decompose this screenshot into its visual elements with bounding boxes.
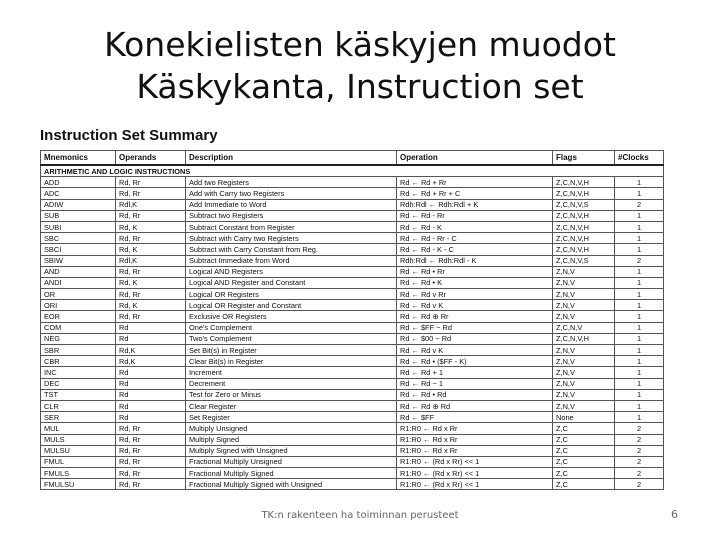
clocks-cell: 1	[615, 378, 664, 389]
description-cell: Subtract Constant from Register	[186, 221, 397, 232]
table-row	[41, 199, 664, 210]
section-row	[41, 165, 664, 177]
flags-cell: Z,C	[553, 456, 615, 467]
operands-cell: Rd	[116, 389, 186, 400]
section-title: ARITHMETIC AND LOGIC INSTRUCTIONS	[41, 165, 664, 177]
flags-cell: Z,N,V	[553, 389, 615, 400]
flags-cell: Z,N,V	[553, 367, 615, 378]
table-row	[41, 333, 664, 344]
operands-cell: Rd, K	[116, 300, 186, 311]
operands-cell: Rd, Rr	[116, 445, 186, 456]
clocks-cell: 2	[615, 434, 664, 445]
description-cell: Fractional Multiply Signed with Unsigned	[186, 479, 397, 490]
description-cell: Logical OR Register and Constant	[186, 300, 397, 311]
description-cell: Subtract Immediate from Word	[186, 255, 397, 266]
table-row	[41, 311, 664, 322]
operation-cell: Rd ← Rd + Rr + C	[397, 188, 553, 199]
table-row	[41, 378, 664, 389]
operands-cell: Rd, Rr	[116, 188, 186, 199]
mnemonic-cell: EOR	[41, 311, 116, 322]
description-cell: Multiply Signed	[186, 434, 397, 445]
slide-title	[0, 24, 720, 108]
table-row	[41, 255, 664, 266]
operands-cell: Rd	[116, 378, 186, 389]
mnemonic-cell: FMULS	[41, 468, 116, 479]
table-row	[41, 445, 664, 456]
flags-cell: Z,N,V	[553, 345, 615, 356]
mnemonic-cell: SER	[41, 412, 116, 423]
operands-cell: Rd, Rr	[116, 456, 186, 467]
operands-cell: Rd, K	[116, 244, 186, 255]
operands-cell: Rd, Rr	[116, 233, 186, 244]
description-cell: Add two Registers	[186, 177, 397, 188]
flags-cell: Z,C	[553, 479, 615, 490]
clocks-cell: 1	[615, 322, 664, 333]
flags-cell: None	[553, 412, 615, 423]
operation-cell: Rd ← Rd + Rr	[397, 177, 553, 188]
clocks-cell: 1	[615, 244, 664, 255]
table-row	[41, 389, 664, 400]
operation-cell: Rd ← Rd − 1	[397, 378, 553, 389]
clocks-cell: 1	[615, 266, 664, 277]
clocks-cell: 2	[615, 456, 664, 467]
mnemonic-cell: ADC	[41, 188, 116, 199]
table-row	[41, 277, 664, 288]
clocks-cell: 1	[615, 289, 664, 300]
description-cell: Clear Register	[186, 400, 397, 411]
flags-cell: Z,C	[553, 434, 615, 445]
clocks-cell: 1	[615, 356, 664, 367]
description-cell: Set Register	[186, 412, 397, 423]
operands-cell: Rd	[116, 322, 186, 333]
flags-cell: Z,C,N,V,H	[553, 210, 615, 221]
table-row	[41, 456, 664, 467]
table-row	[41, 289, 664, 300]
operands-cell: Rd, Rr	[116, 210, 186, 221]
flags-cell: Z,C,N,V,H	[553, 233, 615, 244]
table-row	[41, 356, 664, 367]
description-cell: Logical OR Registers	[186, 289, 397, 300]
clocks-cell: 1	[615, 412, 664, 423]
operands-cell: Rd, Rr	[116, 177, 186, 188]
flags-cell: Z,N,V	[553, 277, 615, 288]
clocks-cell: 1	[615, 221, 664, 232]
operation-cell: Rd ← Rd v Rr	[397, 289, 553, 300]
clocks-cell: 1	[615, 367, 664, 378]
flags-cell: Z,N,V	[553, 266, 615, 277]
operands-cell: Rd, Rr	[116, 479, 186, 490]
mnemonic-cell: MULSU	[41, 445, 116, 456]
description-cell: Logical AND Registers	[186, 266, 397, 277]
column-header: #Clocks	[615, 151, 664, 166]
operation-cell: R1:R0 ← Rd x Rr	[397, 434, 553, 445]
operands-cell: Rd, Rr	[116, 311, 186, 322]
clocks-cell: 1	[615, 300, 664, 311]
description-cell: Two's Complement	[186, 333, 397, 344]
flags-cell: Z,N,V	[553, 356, 615, 367]
description-cell: Test for Zero or Minus	[186, 389, 397, 400]
operation-cell: Rd ← Rd - K - C	[397, 244, 553, 255]
clocks-cell: 2	[615, 468, 664, 479]
operation-cell: Rdh:Rdl ← Rdh:Rdl - K	[397, 255, 553, 266]
table-row	[41, 322, 664, 333]
clocks-cell: 1	[615, 311, 664, 322]
clocks-cell: 1	[615, 277, 664, 288]
operands-cell: Rd, K	[116, 277, 186, 288]
operation-cell: R1:R0 ← (Rd x Rr) << 1	[397, 479, 553, 490]
column-header: Flags	[553, 151, 615, 166]
operands-cell: Rd, Rr	[116, 289, 186, 300]
table-row	[41, 300, 664, 311]
flags-cell: Z,C,N,V,H	[553, 244, 615, 255]
description-cell: Increment	[186, 367, 397, 378]
mnemonic-cell: MUL	[41, 423, 116, 434]
operands-cell: Rd, Rr	[116, 434, 186, 445]
operands-cell: Rd,K	[116, 345, 186, 356]
clocks-cell: 1	[615, 333, 664, 344]
clocks-cell: 1	[615, 345, 664, 356]
description-cell: Multiply Unsigned	[186, 423, 397, 434]
flags-cell: Z,C	[553, 445, 615, 456]
flags-cell: Z,C,N,V,H	[553, 333, 615, 344]
description-cell: Fractional Multiply Unsigned	[186, 456, 397, 467]
clocks-cell: 1	[615, 400, 664, 411]
column-header: Description	[186, 151, 397, 166]
mnemonic-cell: NEG	[41, 333, 116, 344]
flags-cell: Z,C,N,V,H	[553, 177, 615, 188]
operands-cell: Rd,K	[116, 356, 186, 367]
operation-cell: Rd ← Rd ⊕ Rr	[397, 311, 553, 322]
table-row	[41, 266, 664, 277]
operands-cell: Rd	[116, 367, 186, 378]
table-row	[41, 367, 664, 378]
table-row	[41, 210, 664, 221]
table-heading: Instruction Set Summary	[40, 127, 218, 144]
flags-cell: Z,C	[553, 468, 615, 479]
table-row	[41, 345, 664, 356]
mnemonic-cell: SUBI	[41, 221, 116, 232]
description-cell: Subtract with Carry Constant from Reg.	[186, 244, 397, 255]
operands-cell: Rd, Rr	[116, 266, 186, 277]
mnemonic-cell: AND	[41, 266, 116, 277]
flags-cell: Z,C,N,V	[553, 322, 615, 333]
operands-cell: Rd	[116, 412, 186, 423]
flags-cell: Z,C,N,V,S	[553, 199, 615, 210]
flags-cell: Z,N,V	[553, 300, 615, 311]
operation-cell: Rd ← $00 − Rd	[397, 333, 553, 344]
description-cell: Logical AND Register and Constant	[186, 277, 397, 288]
table-row	[41, 244, 664, 255]
mnemonic-cell: MULS	[41, 434, 116, 445]
table-row	[41, 479, 664, 490]
mnemonic-cell: FMUL	[41, 456, 116, 467]
flags-cell: Z,C,N,V,S	[553, 255, 615, 266]
description-cell: Decrement	[186, 378, 397, 389]
mnemonic-cell: SUB	[41, 210, 116, 221]
table-header-row	[41, 151, 664, 166]
operation-cell: R1:R0 ← Rd x Rr	[397, 423, 553, 434]
mnemonic-cell: ORI	[41, 300, 116, 311]
description-cell: Subtract with Carry two Registers	[186, 233, 397, 244]
operation-cell: R1:R0 ← (Rd x Rr) << 1	[397, 456, 553, 467]
mnemonic-cell: SBC	[41, 233, 116, 244]
clocks-cell: 1	[615, 210, 664, 221]
operands-cell: Rd, Rr	[116, 423, 186, 434]
flags-cell: Z,C	[553, 423, 615, 434]
mnemonic-cell: CLR	[41, 400, 116, 411]
mnemonic-cell: FMULSU	[41, 479, 116, 490]
flags-cell: Z,C,N,V,H	[553, 221, 615, 232]
clocks-cell: 2	[615, 445, 664, 456]
operation-cell: Rd ← Rd • Rd	[397, 389, 553, 400]
clocks-cell: 1	[615, 188, 664, 199]
mnemonic-cell: SBR	[41, 345, 116, 356]
operation-cell: Rd ← Rd • K	[397, 277, 553, 288]
operation-cell: Rd ← Rd - Rr	[397, 210, 553, 221]
operands-cell: Rd	[116, 400, 186, 411]
operation-cell: Rd ← $FF	[397, 412, 553, 423]
clocks-cell: 1	[615, 177, 664, 188]
description-cell: Clear Bit(s) in Register	[186, 356, 397, 367]
mnemonic-cell: ADD	[41, 177, 116, 188]
page-number: 6	[671, 508, 678, 521]
operation-cell: Rd ← Rd - Rr - C	[397, 233, 553, 244]
operation-cell: Rd ← Rd ⊕ Rd	[397, 400, 553, 411]
operation-cell: Rdh:Rdl ← Rdh:Rdl + K	[397, 199, 553, 210]
table-row	[41, 468, 664, 479]
description-cell: Multiply Signed with Unsigned	[186, 445, 397, 456]
description-cell: Add with Carry two Registers	[186, 188, 397, 199]
operation-cell: Rd ← Rd • Rr	[397, 266, 553, 277]
mnemonic-cell: SBIW	[41, 255, 116, 266]
operation-cell: Rd ← Rd v K	[397, 345, 553, 356]
table-row	[41, 233, 664, 244]
title-line-1: Konekielisten käskyjen muodot	[104, 25, 616, 64]
column-header: Mnemonics	[41, 151, 116, 166]
operands-cell: Rd	[116, 333, 186, 344]
operation-cell: R1:R0 ← Rd x Rr	[397, 445, 553, 456]
mnemonic-cell: INC	[41, 367, 116, 378]
mnemonic-cell: ANDI	[41, 277, 116, 288]
mnemonic-cell: SBCI	[41, 244, 116, 255]
operands-cell: Rdl,K	[116, 199, 186, 210]
column-header: Operation	[397, 151, 553, 166]
operation-cell: Rd ← Rd v K	[397, 300, 553, 311]
clocks-cell: 1	[615, 389, 664, 400]
instruction-set-table	[40, 150, 664, 490]
description-cell: One's Complement	[186, 322, 397, 333]
description-cell: Add Immediate to Word	[186, 199, 397, 210]
operands-cell: Rd, K	[116, 221, 186, 232]
operation-cell: Rd ← Rd - K	[397, 221, 553, 232]
table-row	[41, 400, 664, 411]
description-cell: Subtract two Registers	[186, 210, 397, 221]
description-cell: Set Bit(s) in Register	[186, 345, 397, 356]
mnemonic-cell: CBR	[41, 356, 116, 367]
flags-cell: Z,N,V	[553, 311, 615, 322]
operation-cell: Rd ← $FF − Rd	[397, 322, 553, 333]
operation-cell: R1:R0 ← (Rd x Rr) << 1	[397, 468, 553, 479]
title-line-2: Käskykanta, Instruction set	[136, 67, 584, 106]
table-row	[41, 177, 664, 188]
flags-cell: Z,N,V	[553, 400, 615, 411]
operands-cell: Rdl,K	[116, 255, 186, 266]
flags-cell: Z,N,V	[553, 378, 615, 389]
clocks-cell: 2	[615, 199, 664, 210]
mnemonic-cell: COM	[41, 322, 116, 333]
flags-cell: Z,C,N,V,H	[553, 188, 615, 199]
mnemonic-cell: TST	[41, 389, 116, 400]
table-row	[41, 423, 664, 434]
flags-cell: Z,N,V	[553, 289, 615, 300]
column-header: Operands	[116, 151, 186, 166]
mnemonic-cell: ADIW	[41, 199, 116, 210]
mnemonic-cell: OR	[41, 289, 116, 300]
clocks-cell: 2	[615, 479, 664, 490]
table-row	[41, 221, 664, 232]
mnemonic-cell: DEC	[41, 378, 116, 389]
operands-cell: Rd, Rr	[116, 468, 186, 479]
clocks-cell: 2	[615, 423, 664, 434]
footer-text: TK:n rakenteen ha toiminnan perusteet	[261, 510, 459, 521]
table-row	[41, 434, 664, 445]
table-row	[41, 412, 664, 423]
operation-cell: Rd ← Rd + 1	[397, 367, 553, 378]
clocks-cell: 2	[615, 255, 664, 266]
clocks-cell: 1	[615, 233, 664, 244]
table-row	[41, 188, 664, 199]
description-cell: Exclusive OR Registers	[186, 311, 397, 322]
description-cell: Fractional Multiply Signed	[186, 468, 397, 479]
operation-cell: Rd ← Rd • ($FF - K)	[397, 356, 553, 367]
